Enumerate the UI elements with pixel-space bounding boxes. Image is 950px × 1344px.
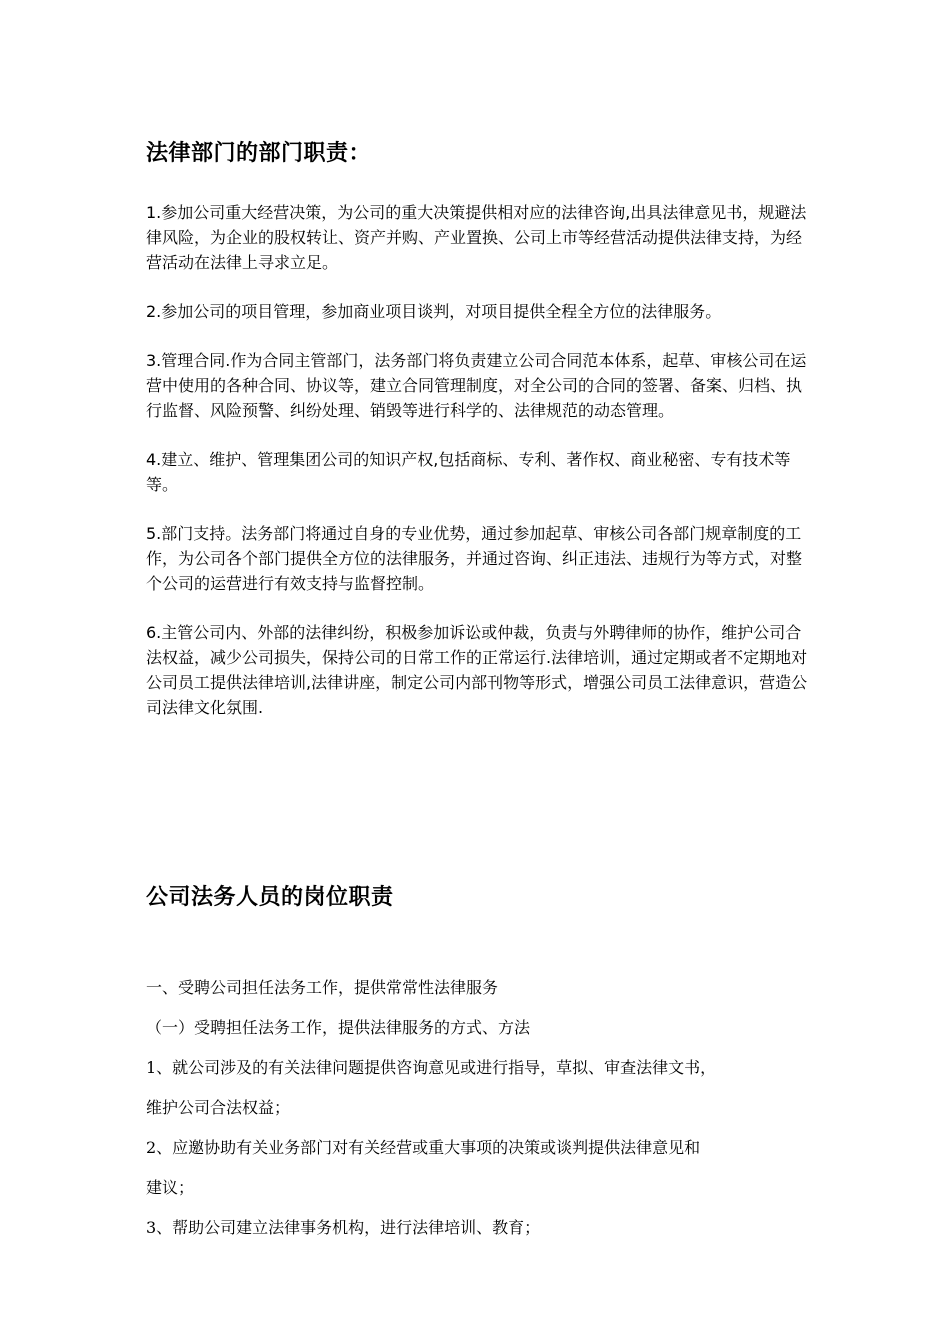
text-line: 2、应邀协助有关业务部门对有关经营或重大事项的决策或谈判提供法律意见和 bbox=[146, 1138, 701, 1157]
text-line: 3、帮助公司建立法律事务机构，进行法律培训、教育； bbox=[146, 1218, 541, 1237]
text-line: 1、就公司涉及的有关法律问题提供咨询意见或进行指导，草拟、审查法律文书， bbox=[146, 1058, 717, 1077]
text-line: 一、受聘公司担任法务工作，提供常常性法律服务 bbox=[146, 978, 499, 997]
paragraph: 1.参加公司重大经营决策，为公司的重大决策提供相对应的法律咨询,出具法律意见书，规避法律风险，为企业的股权转让、资产并购、产业置换、公司上市等经营活动提供法律支持，为经营活动在法律上寻求立足。 bbox=[146, 203, 807, 272]
section1-body bbox=[146, 200, 816, 744]
section1-title: 法律部门的部门职责： bbox=[146, 141, 372, 166]
paragraph: 2.参加公司的项目管理，参加商业项目谈判，对项目提供全程全方位的法律服务。 bbox=[146, 302, 722, 321]
section2-body bbox=[146, 968, 826, 1248]
text-line: （一）受聘担任法务工作，提供法律服务的方式、方法 bbox=[146, 1018, 531, 1037]
text-line: 维护公司合法权益； bbox=[146, 1098, 291, 1117]
paragraph: 6.主管公司内、外部的法律纠纷，积极参加诉讼或仲裁，负责与外聘律师的协作，维护公司合法权益，减少公司损失，保持公司的日常工作的正常运行.法律培训，通过定期或者不定期地对公司员工提供法律培训,法律讲座，制定公司内部刊物等形式，增强公司员工法律意识，营造公司法律文化氛围. bbox=[146, 623, 808, 717]
text-line: 建议； bbox=[146, 1178, 195, 1197]
paragraph: 4.建立、维护、管理集团公司的知识产权,包括商标、专利、著作权、商业秘密、专有技术等等。 bbox=[146, 450, 791, 494]
paragraph: 3.管理合同.作为合同主管部门，法务部门将负责建立公司合同范本体系，起草、审核公司在运营中使用的各种合同、协议等，建立合同管理制度，对全公司的合同的签署、备案、归档、执行监督、风险预警、纠纷处理、销毁等进行科学的、法律规范的动态管理。 bbox=[146, 351, 807, 420]
section2-title: 公司法务人员的岗位职责 bbox=[146, 885, 394, 910]
paragraph: 5.部门支持。法务部门将通过自身的专业优势，通过参加起草、审核公司各部门规章制度的工作，为公司各个部门提供全方位的法律服务，并通过咨询、纠正违法、违规行为等方式，对整个公司的运营进行有效支持与监督控制。 bbox=[146, 524, 803, 593]
